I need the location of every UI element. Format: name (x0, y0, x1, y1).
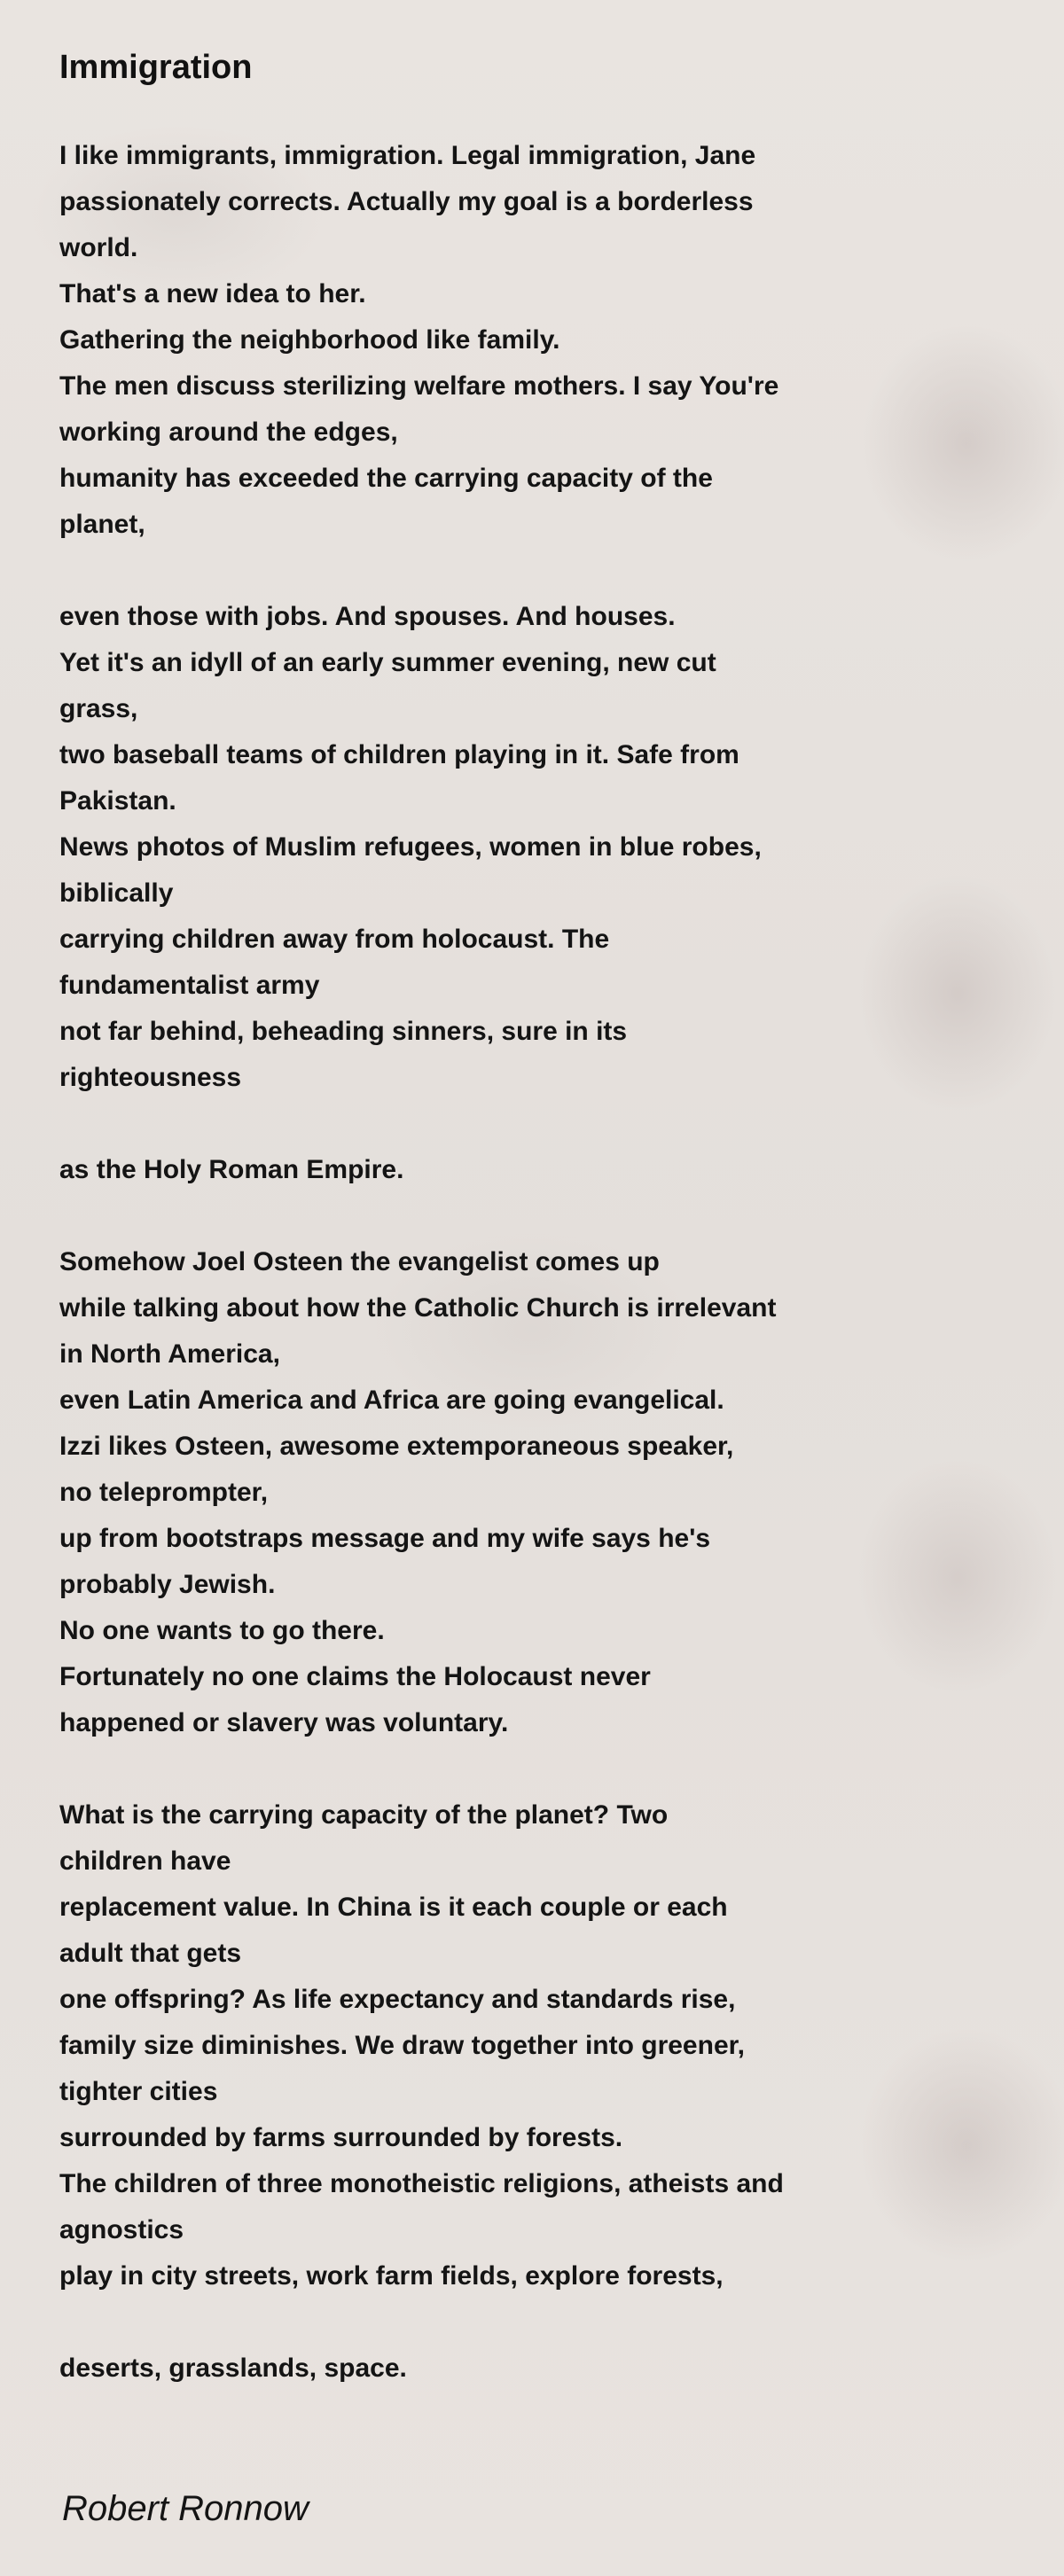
poem-line: agnostics (59, 2215, 184, 2244)
poem-line: adult that gets (59, 1939, 242, 1968)
poem-line: passionately corrects. Actually my goal is a borderless (59, 187, 754, 216)
poem-line: one offspring? As life expectancy and standards rise, (59, 1985, 736, 2014)
poem-line: replacement value. In China is it each couple or each (59, 1893, 728, 1922)
poem-line: No one wants to go there. (59, 1616, 385, 1645)
stanza-break (59, 1101, 857, 1147)
poem-line: righteousness (59, 1063, 242, 1092)
poem-line: What is the carrying capacity of the planet? Two (59, 1800, 669, 1830)
stanza-break (59, 548, 857, 594)
poem-line: world. (59, 233, 138, 262)
poem-line: deserts, grasslands, space. (59, 2354, 407, 2383)
poem-line: The men discuss sterilizing welfare mothers. I say You're (59, 371, 779, 401)
poem-line: I like immigrants, immigration. Legal immigration, Jane (59, 141, 756, 170)
poem-line: That's a new idea to her. (59, 279, 366, 308)
poem-line: up from bootstraps message and my wife says he's (59, 1524, 711, 1553)
poem-line: family size diminishes. We draw together into greener, (59, 2031, 745, 2060)
poem-line: carrying children away from holocaust. The (59, 925, 610, 954)
poem-line: not far behind, beheading sinners, sure in its (59, 1017, 628, 1046)
poem-line: Fortunately no one claims the Holocaust never (59, 1662, 651, 1691)
poem-line: planet, (59, 510, 145, 539)
poem-line: News photos of Muslim refugees, women in blue robes, (59, 832, 762, 862)
poem-line: grass, (59, 694, 138, 723)
poem-line: as the Holy Roman Empire. (59, 1155, 404, 1184)
poem-line: children have (59, 1846, 231, 1876)
poem-line: happened or slavery was voluntary. (59, 1708, 509, 1737)
poem-line: in North America, (59, 1339, 280, 1369)
poem-line: while talking about how the Catholic Church is irrelevant (59, 1293, 777, 1323)
poem-line: fundamentalist army (59, 971, 320, 1000)
poem-line: Gathering the neighborhood like family. (59, 325, 560, 355)
poem-line: humanity has exceeded the carrying capacity of the (59, 464, 713, 493)
poem-line: even those with jobs. And spouses. And houses. (59, 602, 676, 631)
poem-line: tighter cities (59, 2077, 218, 2106)
poem-line: Izzi likes Osteen, awesome extemporaneous speaker, (59, 1432, 734, 1461)
poem-author: Robert Ronnow (62, 2489, 309, 2528)
poem-line: even Latin America and Africa are going evangelical. (59, 1386, 724, 1415)
poem-title: Immigration (59, 49, 253, 86)
stanza-break (59, 1746, 857, 1792)
stanza-break (59, 2299, 857, 2346)
poem-line: biblically (59, 878, 174, 908)
poem-line: Somehow Joel Osteen the evangelist comes up (59, 1247, 660, 1276)
poem-line: surrounded by farms surrounded by forests. (59, 2123, 623, 2152)
poem-line: working around the edges, (59, 418, 398, 447)
stanza-break (59, 1193, 857, 1239)
poem-line: no teleprompter, (59, 1478, 269, 1507)
poem-body (59, 133, 857, 2392)
poem-line: two baseball teams of children playing in it. Safe from (59, 740, 739, 769)
poem-line: play in city streets, work farm fields, explore forests, (59, 2261, 724, 2291)
poem-line: Pakistan. (59, 786, 176, 816)
poem-line: The children of three monotheistic religions, atheists and (59, 2169, 784, 2198)
poem-line: probably Jewish. (59, 1570, 276, 1599)
poem-line: Yet it's an idyll of an early summer evening, new cut (59, 648, 716, 677)
